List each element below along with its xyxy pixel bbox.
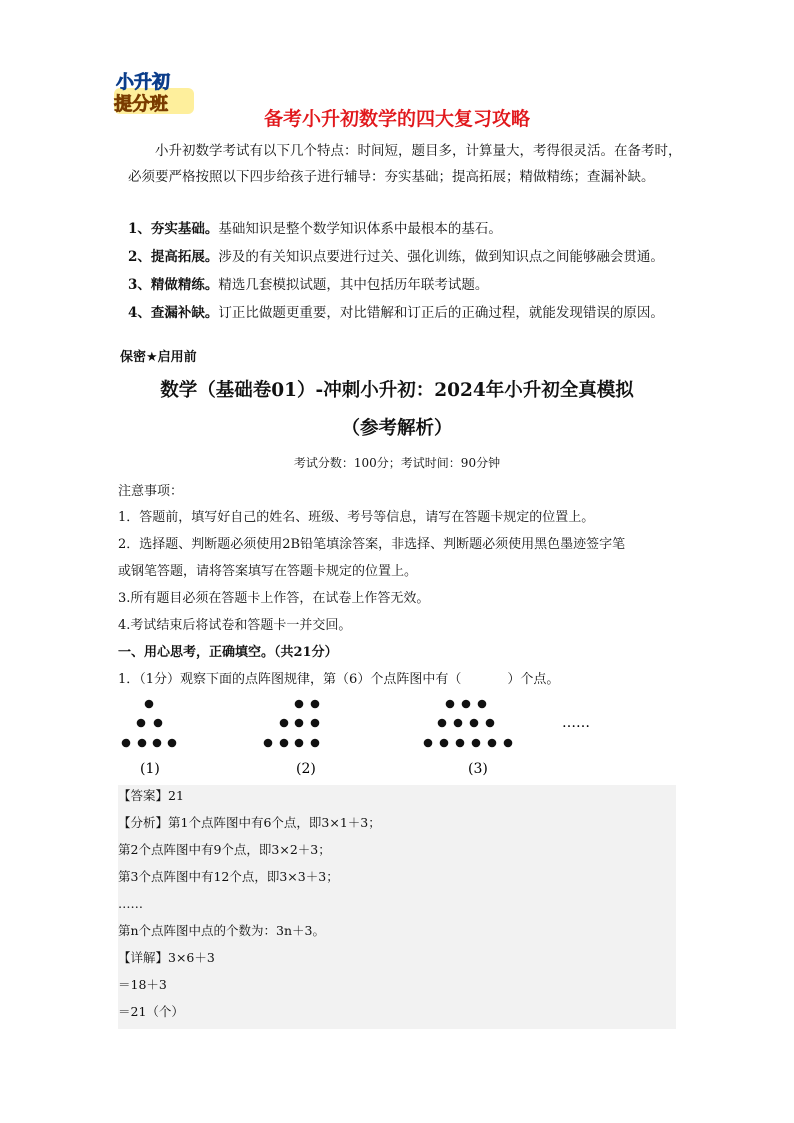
point-2-text: 涉及的有关知识点要进行过关、强化训练，做到知识点之间能够融会贯通。 (218, 249, 664, 265)
answer-line-1: 【答案】21 (118, 788, 184, 803)
intro-paragraph: 小升初数学考试有以下几个特点：时间短，题目多，计算量大，考得很灵活。在备考时，必须要严格按照以下四步给孩子进行辅导：夯实基础；提高拓展；精做精练；查漏补缺。 (128, 143, 682, 185)
question-1-text: 1．（1分）观察下面的点阵图规律，第（6）个点阵图中有（ (118, 672, 462, 687)
point-3-head: 3、精做精练。 (128, 277, 219, 293)
detail-line-1: 【详解】3×6＋3 (118, 950, 215, 965)
point-4-head: 4、查漏补缺。 (128, 305, 219, 321)
analysis-general: 第n个点阵图中点的个数为：3n＋3。 (118, 923, 326, 938)
logo-line-1: 小升初 (116, 72, 170, 93)
detail-line-2: ＝18＋3 (118, 977, 167, 992)
detail-line-3: ＝21（个） (118, 1004, 184, 1019)
figure-ellipsis: …… (562, 715, 590, 731)
exam-title-line-1: 数学（基础卷01）-冲刺小升初：2024年小升初全真模拟 (160, 380, 634, 401)
notice-1: 1．答题前，填写好自己的姓名、班级、考号等信息，请写在答题卡规定的位置上。 (118, 510, 595, 525)
analysis-line-3: 第3个点阵图中有12个点，即3×3＋3； (118, 869, 339, 884)
page-title: 备考小升初数学的四大复习攻略 (263, 108, 530, 130)
point-1 (128, 216, 684, 242)
exam-title-line-2: （参考解析） (341, 418, 453, 439)
point-3-text: 精选几套模拟试题，其中包括历年联考试题。 (218, 277, 489, 293)
section-1-heading: 一、用心思考，正确填空。（共21分） (118, 645, 338, 660)
point-4 (128, 300, 684, 326)
figure-label-1: (1) (140, 761, 160, 777)
figure-label-2: (2) (296, 761, 316, 777)
question-1 (118, 667, 688, 693)
analysis-ellipsis: …… (118, 896, 143, 911)
point-2-head: 2、提高拓展。 (128, 249, 219, 265)
notice-2-cont: 或钢笔答题，请将答案填写在答题卡规定的位置上。 (118, 564, 418, 579)
notice-head: 注意事项： (118, 484, 184, 499)
point-4-text: 订正比做题更重要，对比错解和订正后的正确过程，就能发现错误的原因。 (218, 305, 664, 321)
analysis-line-2: 第2个点阵图中有9个点，即3×2＋3； (118, 842, 331, 857)
point-1-head: 1、夯实基础。 (128, 221, 219, 237)
dot-figures (110, 692, 610, 780)
point-1-text: 基础知识是整个数学知识体系中最根本的基石。 (218, 221, 502, 237)
point-3 (128, 272, 684, 298)
notice-3: 3.所有题目必须在答题卡上作答，在试卷上作答无效。 (118, 591, 430, 606)
exam-info: 考试分数：100分；考试时间：90分钟 (293, 456, 501, 470)
secret-label: 保密★启用前 (120, 350, 197, 365)
figure-label-3: (3) (468, 761, 488, 777)
point-2 (128, 244, 684, 270)
notice-2: 2．选择题、判断题必须使用2B铅笔填涂答案，非选择、判断题必须使用黑色墨迹签字笔 (118, 537, 626, 552)
analysis-line-1: 【分析】第1个点阵图中有6个点，即3×1＋3； (118, 815, 381, 830)
logo-line-2: 提分班 (114, 94, 168, 115)
question-1-tail: ）个点。 (507, 672, 560, 687)
notice-4: 4.考试结束后将试卷和答题卡一并交回。 (118, 618, 352, 633)
